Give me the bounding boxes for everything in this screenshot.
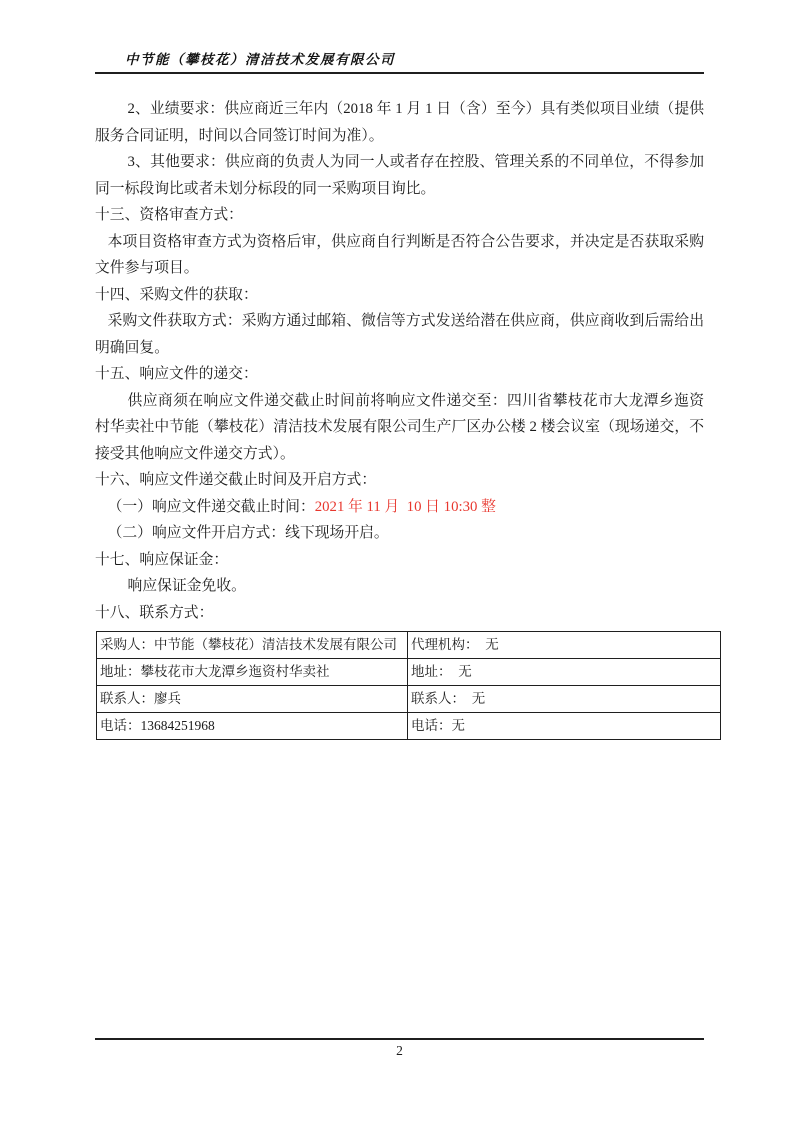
- table-row-address: [97, 659, 721, 686]
- heading-17-response-deposit: 十七、响应保证金：: [95, 551, 229, 568]
- agency-phone-cell: 电话：无: [408, 713, 721, 740]
- para-submission-deadline: [95, 494, 704, 521]
- deadline-label: （一）响应文件递交截止时间：: [107, 498, 315, 515]
- para-opening-method: （二）响应文件开启方式：线下现场开启。: [107, 525, 389, 541]
- para-performance-requirement: 2、业绩要求：供应商近三年内（2018 年 1 月 1 日（含）至今）具有类似项目业绩（提供服务合同证明，时间以合同签订时间为准）。: [95, 101, 704, 144]
- agency-cell: 代理机构： 无: [408, 632, 721, 659]
- para-other-requirement: 3、其他要求：供应商的负责人为同一人或者存在控股、管理关系的不同单位，不得参加同一标段询比或者未划分标段的同一采购项目询比。: [95, 154, 704, 197]
- contact-table: [96, 631, 721, 740]
- page-number: 2: [396, 1043, 403, 1058]
- heading-14-document-obtain: 十四、采购文件的获取：: [95, 286, 258, 303]
- agency-contact-cell: 联系人： 无: [408, 686, 721, 713]
- purchaser-address-cell: 地址：攀枝花市大龙潭乡迤资村华卖社: [97, 659, 408, 686]
- heading-16-deadline-and-opening: 十六、响应文件递交截止时间及开启方式：: [95, 472, 377, 488]
- heading-15-response-submission: 十五、响应文件的递交：: [95, 366, 258, 382]
- para-response-deposit-body: 响应保证金免收。: [127, 578, 246, 594]
- agency-address-cell: 地址： 无: [408, 659, 721, 686]
- heading-13-qualification-review: 十三、资格审查方式：: [95, 207, 243, 223]
- purchaser-cell: 采购人：中节能（攀枝花）清洁技术发展有限公司: [97, 632, 408, 659]
- heading-18-contact-info: 十八、联系方式：: [95, 604, 214, 621]
- doc-footer: [95, 1038, 704, 1059]
- para-response-submission-body: 供应商须在响应文件递交截止时间前将响应文件递交至：四川省攀枝花市大龙潭乡迤资村华卖社中节能（攀枝花）清洁技术发展有限公司生产厂区办公楼 2 楼会议室（现场递交，不接受其他响应文件递交方式）。: [95, 392, 704, 462]
- doc-header: [95, 48, 704, 74]
- company-name: 中节能（攀枝花）清洁技术发展有限公司: [125, 52, 395, 68]
- purchaser-contact-cell: 联系人：廖兵: [97, 686, 408, 713]
- doc-body: [95, 96, 704, 740]
- table-row-phone: [97, 713, 721, 740]
- deadline-datetime: 2021 年 11 月 10 日 10:30 整: [314, 498, 496, 515]
- para-qualification-review-body: 本项目资格审查方式为资格后审，供应商自行判断是否符合公告要求，并决定是否获取采购文件参与项目。: [95, 233, 704, 276]
- table-row-contact-person: [97, 686, 721, 713]
- table-row-purchaser: [97, 632, 721, 659]
- purchaser-phone-cell: 电话：13684251968: [97, 713, 408, 740]
- para-document-obtain-body: 采购文件获取方式：采购方通过邮箱、微信等方式发送给潜在供应商，供应商收到后需给出明确回复。: [95, 313, 704, 356]
